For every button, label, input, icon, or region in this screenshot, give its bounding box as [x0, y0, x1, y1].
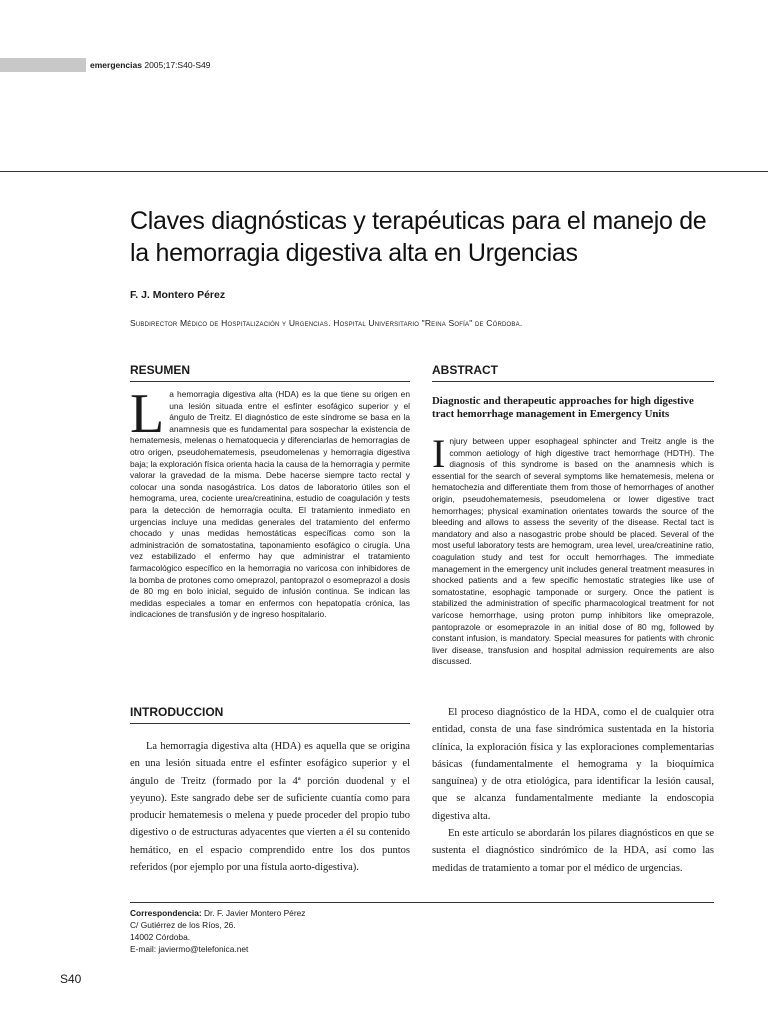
correspondence-name-line — [130, 907, 305, 919]
correspondence-name: Dr. F. Javier Montero Pérez — [201, 908, 306, 918]
header-gray-bar — [0, 58, 86, 72]
correspondence-rule — [130, 902, 714, 903]
introduccion-paragraph-2: El proceso diagnóstico de la HDA, como el de cualquier otra entidad, consta de una fase sindrómica sustentada en la historia clínica, la exploración física y las exploraciones complementarias básicas (fundamentalmente el hemograma y la bioquímica sanguínea) y de otra etiológica, para identificar la lesión causal, que se alcanza fundamentalmente mediante la endoscopia digestiva alta. — [432, 707, 714, 822]
abstract-text — [432, 431, 714, 668]
article-title: Claves diagnósticas y terapéuticas para el manejo de la hemorragia digestiva alta en Urgencias — [130, 207, 707, 267]
journal-name: emergencias — [90, 60, 142, 70]
introduccion-paragraph-3: En este artículo se abordarán los pilares diagnósticos en que se sustenta el diagnóstico sindrómico de la HDA, así como las medidas de tratamiento a tomar por el médico de urgencias. — [432, 828, 714, 874]
abstract-heading: ABSTRACT — [432, 363, 714, 382]
abstract-dropcap: I — [432, 431, 446, 476]
correspondence-street: C/ Gutiérrez de los Ríos, 26. — [130, 920, 236, 930]
abstract-body: njury between upper esophageal sphincter and Treitz angle is the common aetiology of high digestive tract hemorrhage (HDTH). The diagnosis of this syndrome is based on the anamnesis which is essential for the search of several symptoms like hematemesis, melena or hematochezia and differentiate them from those of hemorrhages of another origin, pseudohematemesis, pseudomelena or lower digestive tract hemorrhages; physical examination orientates towards the source of the bleeding and allows to assess the severity of the disease. Rectal tact is mandatory and also a nasogastric probe should be placed. Several of the most useful laboratory tests are hemogram, urea level, urea/creatinine ratio, coagulation study and test for occult hemorrhages. The immediate management in the emergency unit includes general treatment measures in shocked patients and a few specific hemostatic strategies like use of somatostatine, esophagic tamponade or surgery. Once the patient is stabilized the administration of specific pharmacological treatment for not varicose hemorrhage, using proton pump inhibitors like omeprazole, pantoprazole or esomeprazole in an initial dose of 80 mg, followed by constant infusion, is mandatory. Special measures for patients with chronic liver disease, transfusion and hospital admission requirements are also discussed. — [432, 436, 714, 667]
page-number: S40 — [60, 972, 82, 986]
journal-citation — [90, 58, 211, 72]
introduccion-paragraph-1: La hemorragia digestiva alta (HDA) es aquella que se origina en una lesión situada entre el esfínter esofágico superior y el ángulo de Treitz (formado por la 4ª porción duodenal y el yeyuno). Este sangrado debe ser de suficiente cuantía como para producir hematemesis o melena y puede proceder del propio tubo digestivo o de estructuras adyacentes que vierten a él su contenido hemático, en el espacio comprendido entre los dos puntos referidos (por ejemplo por una fístula aorto-digestiva). — [130, 741, 410, 874]
header-rule — [0, 171, 768, 172]
introduccion-left-column — [130, 738, 410, 876]
correspondence-label: Correspondencia: — [130, 908, 202, 918]
resumen-heading: RESUMEN — [130, 363, 410, 382]
article-author: F. J. Montero Pérez — [130, 289, 226, 301]
introduccion-heading: INTRODUCCION — [130, 705, 410, 724]
journal-volume: 2005;17:S40-S49 — [141, 60, 211, 70]
correspondence-city: 14002 Córdoba. — [130, 932, 191, 942]
resumen-body: a hemorragia digestiva alta (HDA) es la que tiene su origen en una lesión situada entre el esfínter esofágico superior y el ángulo de Treitz. El diagnóstico de este síndrome se basa en la anamnesis que es fundamental para sospechar la existencia de hematemesis, melenas o hematoquecia y diferenciarlas de hemorragias de otro origen, pseudohematemesis, pseudomelenas y hemorragia digestiva baja; la exploración física orienta hacia la causa de la hemorragia y permite valorar la gravedad de la misma. Debe hacerse siempre tacto rectal y colocar una sonda nasogástrica. Los datos de laboratorio útiles son el hemograma, urea, cociente urea/creatinina, estudio de coagulación y tests para la detección de hemorragia oculta. El tratamiento inmediato en urgencias incluye una medidas generales del tratamiento del enfermo chocado y unas medidas hemostáticas específicas como son la administración de somatostatina, taponamiento esofágico o cirugía. Una vez estabilizado el enfermo hay que administrar el tratamiento farmacológico específico en la hemorragia no varicosa con inhibidores de la bomba de protones como omeprazol, pantoprazol o esomeprazol a dosis de 80 mg en bolo inicial, seguido de infusión continua. Se indican las medidas especiales a tomar en enfermos con hepatopatía crónica, las indicaciones de transfusión y de ingreso hospitalario. — [130, 389, 410, 620]
correspondence-block — [130, 907, 305, 955]
correspondence-email: E-mail: javiermo@telefonica.net — [130, 944, 249, 954]
resumen-text — [130, 383, 410, 621]
author-affiliation: Subdirector Médico de Hospitalización y Urgencias. Hospital Universitario "Reina Sofía" de Córdoba. — [130, 318, 523, 328]
introduccion-right-column — [432, 704, 714, 877]
abstract-subtitle: Diagnostic and therapeutic approaches for high digestive tract hemorrhage management in Emergency Units — [432, 395, 694, 420]
resumen-dropcap: L — [130, 383, 165, 445]
